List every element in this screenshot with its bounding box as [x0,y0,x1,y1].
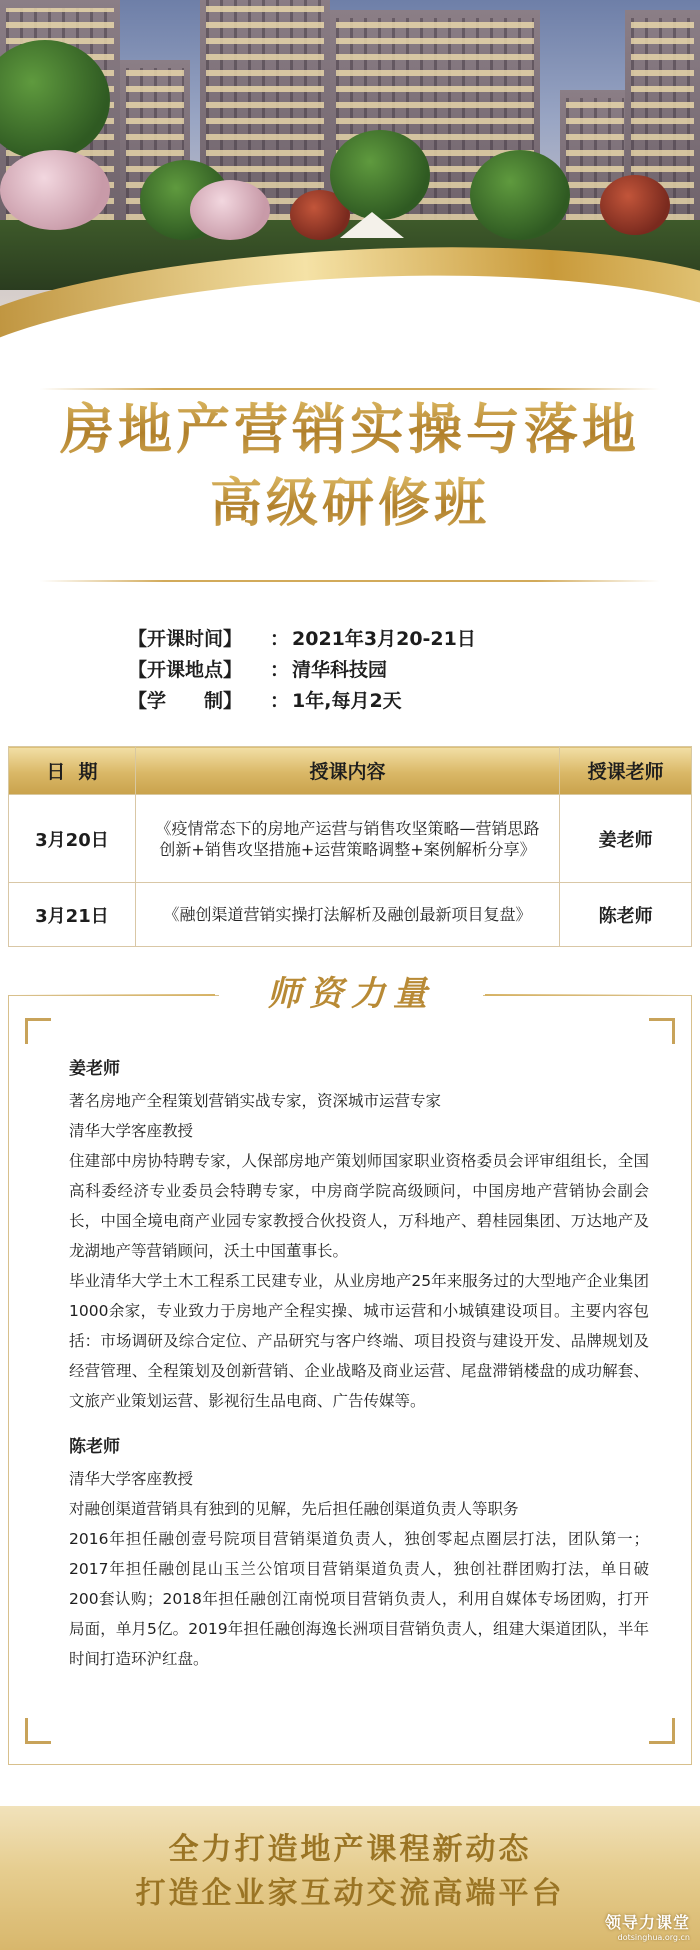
teacher-bio-paragraph: 2016年担任融创壹号院项目营销渠道负责人，独创零起点圈层打法，团队第一；2017年担任融创昆山玉兰公馆项目营销渠道负责人，独创社群团购打法，单日破200套认购；2018年担任融创江南悦项目营销负责人，利用自媒体专场团购，打开局面，单月5亿。2019年担任融创海逸长洲项目营销负责人，组建大渠道团队，半年时间打造环沪红盘。 [69,1530,649,1668]
tree [600,175,670,235]
teacher-bio-paragraph: 毕业清华大学土木工程系工民建专业，从业房地产25年来服务过的大型地产企业集团1000余家，专业致力于房地产全程实操、城市运营和小城镇建设项目。主要内容包括：市场调研及综合定位、产品研究与客户终端、项目投资与建设开发、品牌规划及经营管理、全程策划及创新营销、企业战略及商业运营、尾盘滞销楼盘的成功解套、文旅产业策划运营、影视衍生品电商、广告传媒等。 [69,1272,649,1410]
brand-logo [605,1910,690,1942]
info-separator: ： [270,690,290,712]
info-row-time [128,624,476,655]
teacher-bio-paragraph: 住建部中房协特聘专家，人保部房地产策划师国家职业资格委员会评审组组长，全国高科委经济专业委员会特聘专家，中房商学院高级顾问，中国房地产营销协会副会长，中国全境电商产业园专家教授合伙投资人，万科地产、碧桂园集团、万达地产及龙湖地产等营销顾问，沃土中国董事长。 [69,1152,649,1260]
schedule-table [8,746,692,947]
faculty-section [8,974,692,1765]
tree [330,130,430,220]
title-line-1: 房地产营销实操与落地 [0,390,700,468]
hero-banner-image [0,0,700,350]
info-value: 1年,每月2天 [292,690,402,712]
cell-date: 3月20日 [9,795,136,883]
header-ornament-right [485,994,685,996]
tree [190,180,270,240]
cell-content: 《融创渠道营销实操打法解析及融创最新项目复盘》 [135,883,559,947]
info-row-duration [128,686,476,717]
teacher-bio-line: 著名房地产全程策划营销实战专家，资深城市运营专家 [69,1092,442,1110]
corner-ornament [25,1718,51,1744]
corner-ornament [649,1018,675,1044]
faculty-title: 师资力量 [267,974,435,1014]
table-row [9,795,692,883]
slogan-line-2: 打造企业家互动交流高端平台 [135,1876,565,1911]
info-separator: ： [270,659,290,681]
info-value: 2021年3月20-21日 [292,628,476,650]
logo-url: dotsinghua.org.cn [617,1933,690,1942]
table-row [9,883,692,947]
teacher-bio-line: 清华大学客座教授 [69,1122,194,1140]
faculty-body [69,1054,649,1674]
teacher-bio-line: 对融创渠道营销具有独到的见解，先后担任融创渠道负责人等职务 [69,1500,519,1518]
slogan-line-1: 全力打造地产课程新动态 [168,1832,532,1867]
title-line-2: 高级研修班 [0,468,700,540]
info-label: 【学 制】 [128,690,243,712]
teacher-name: 陈老师 [69,1437,120,1457]
course-info [128,624,476,717]
info-value: 清华科技园 [292,659,388,681]
teacher-bio-line: 清华大学客座教授 [69,1470,194,1488]
title-rule-bottom [40,580,660,582]
logo-text: 领导力课堂 [604,1913,690,1932]
page-title [0,390,700,540]
teacher-name: 姜老师 [69,1059,120,1079]
column-header-content: 授课内容 [135,747,559,795]
tree [470,150,570,240]
cell-teacher: 陈老师 [560,883,692,947]
tent [340,212,404,238]
teacher-profile-jiang [69,1054,649,1416]
tree [0,150,110,230]
cell-content: 《疫情常态下的房地产运营与销售攻坚策略—营销思路创新+销售攻坚措施+运营策略调整+案例解析分享》 [135,795,559,883]
table-header-row [9,747,692,795]
info-label: 【开课地点】 [128,659,243,681]
info-row-location [128,655,476,686]
cell-date: 3月21日 [9,883,136,947]
info-separator: ： [270,628,290,650]
column-header-date: 日 期 [9,747,136,795]
corner-ornament [25,1018,51,1044]
info-label: 【开课时间】 [128,628,243,650]
teacher-profile-chen [69,1432,649,1674]
footer-banner [0,1806,700,1950]
cell-teacher: 姜老师 [560,795,692,883]
header-ornament-left [15,994,215,996]
column-header-teacher: 授课老师 [560,747,692,795]
faculty-header [219,966,483,1022]
corner-ornament [649,1718,675,1744]
